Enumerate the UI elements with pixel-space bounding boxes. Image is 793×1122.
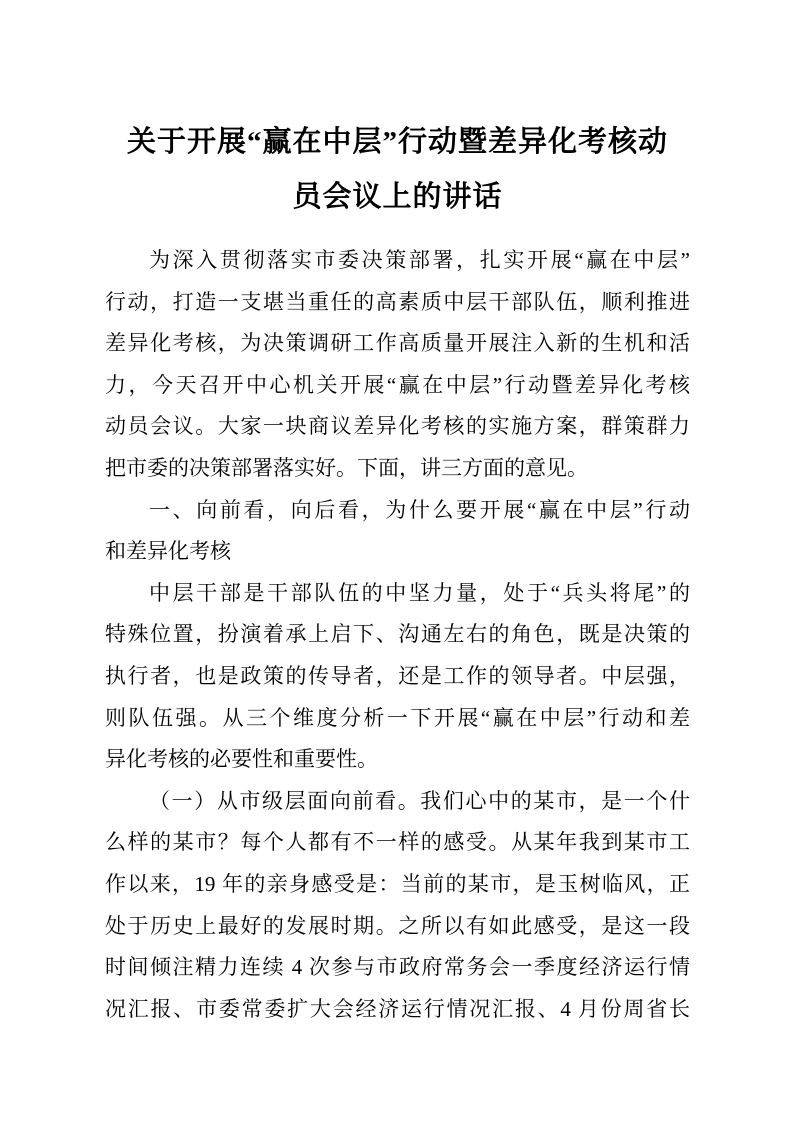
body-line: 把市委的决策部署落实好。下面，讲三方面的意见。 [105, 455, 588, 480]
title-line-1: 关于开展“赢在中层”行动暨差异化考核动 [126, 126, 668, 158]
body-line: 则队伍强。从三个维度分析一下开展“赢在中层”行动和差 [105, 705, 690, 730]
body-line: 中层干部是干部队伍的中坚力量，处于“兵头将尾”的 [149, 580, 690, 605]
body-line: 异化考核的必要性和重要性。 [105, 747, 378, 772]
body-line: 处于历史上最好的发展时期。之所以有如此感受，是这一段 [105, 913, 690, 938]
body-line: 执行者，也是政策的传导者，还是工作的领导者。中层强， [105, 663, 690, 688]
body-line: 时间倾注精力连续 4 次参与市政府常务会一季度经济运行情 [105, 955, 690, 980]
body-line: 力，今天召开中心机关开展“赢在中层”行动暨差异化考核 [105, 372, 690, 397]
body-line: 么样的某市？每个人都有不一样的感受。从某年我到某市工 [105, 830, 690, 855]
body-line-section-heading: 一、向前看，向后看，为什么要开展“赢在中层”行动 [149, 497, 690, 522]
body-line: 为深入贯彻落实市委决策部署，扎实开展“赢在中层” [149, 248, 690, 272]
body-line: 差异化考核，为决策调研工作高质量开展注入新的生机和活 [105, 331, 690, 356]
document-body [105, 240, 690, 1030]
body-line: 特殊位置，扮演着承上启下、沟通左右的角色，既是决策的 [105, 622, 690, 647]
body-line: 作以来，19 年的亲身感受是：当前的某市，是玉树临风，正 [105, 871, 690, 896]
body-line: 动员会议。大家一块商议差异化考核的实施方案，群策群力 [105, 414, 690, 439]
title-line-2: 员会议上的讲话 [292, 181, 503, 213]
body-line: 行动，打造一支堪当重任的高素质中层干部队伍，顺利推进 [105, 289, 690, 314]
body-line: （一）从市级层面向前看。我们心中的某市，是一个什 [149, 788, 690, 813]
body-line: 况汇报、市委常委扩大会经济运行情况汇报、4 月份周省长 [105, 996, 690, 1021]
body-line-section-heading: 和差异化考核 [105, 539, 231, 564]
document-title [105, 115, 690, 225]
